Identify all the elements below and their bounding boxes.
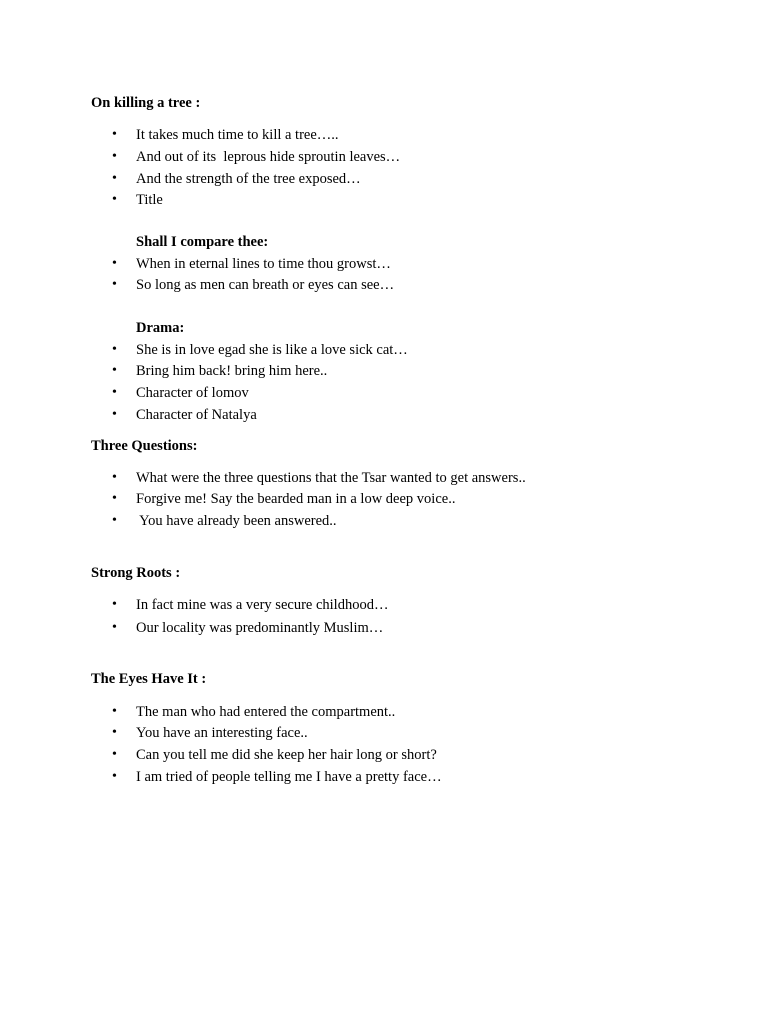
list-item-text: Title xyxy=(136,192,163,208)
list-item xyxy=(112,363,328,385)
bullet-icon: • xyxy=(112,769,117,784)
list-item-text: Forgive me! Say the bearded man in a low deep voice.. xyxy=(136,491,456,507)
bullet-icon: • xyxy=(112,149,117,164)
list-item xyxy=(112,407,257,429)
list-item xyxy=(112,491,456,513)
list-item-text: The man who had entered the compartment.. xyxy=(136,704,396,720)
list-item xyxy=(112,171,361,193)
list-item xyxy=(112,725,308,747)
list-item xyxy=(112,192,163,214)
bullet-icon: • xyxy=(112,363,117,378)
list-item-text: So long as men can breath or eyes can see… xyxy=(136,277,395,293)
bullet-icon: • xyxy=(112,385,117,400)
list-item-text: It takes much time to kill a tree….. xyxy=(136,127,339,143)
list-item-text: Bring him back! bring him here.. xyxy=(136,363,328,379)
bullet-icon: • xyxy=(112,127,117,142)
list-item xyxy=(112,747,437,769)
bullet-icon: • xyxy=(112,725,117,740)
bullet-icon: • xyxy=(112,277,117,292)
bullet-icon: • xyxy=(112,620,117,635)
list-item xyxy=(112,256,391,278)
list-item-text: You have an interesting face.. xyxy=(136,725,308,741)
bullet-icon: • xyxy=(112,407,117,422)
list-item-text: In fact mine was a very secure childhood… xyxy=(136,597,389,613)
bullet-icon: • xyxy=(112,597,117,612)
bullet-icon: • xyxy=(112,256,117,271)
section-heading-three-questions: Three Questions: xyxy=(91,438,198,454)
list-item-text: You have already been answered.. xyxy=(136,513,337,529)
list-item-text: Character of Natalya xyxy=(136,407,257,423)
list-item-text: Our locality was predominantly Muslim… xyxy=(136,620,384,636)
list-item xyxy=(112,597,389,619)
bullet-icon: • xyxy=(112,470,117,485)
list-item xyxy=(112,277,395,299)
bullet-icon: • xyxy=(112,747,117,762)
list-item xyxy=(112,127,339,149)
list-item-text: Character of lomov xyxy=(136,385,249,401)
list-item-text: She is in love egad she is like a love sick cat… xyxy=(136,342,408,358)
list-item-text: I am tried of people telling me I have a pretty face… xyxy=(136,769,442,785)
list-item-text: And the strength of the tree exposed… xyxy=(136,171,361,187)
list-item xyxy=(112,470,526,492)
section-heading-compare-thee: Shall I compare thee: xyxy=(136,234,269,250)
bullet-icon: • xyxy=(112,342,117,357)
list-item-text: And out of its leprous hide sproutin leaves… xyxy=(136,149,401,165)
list-item xyxy=(112,620,384,642)
list-item xyxy=(112,149,401,171)
section-heading-drama: Drama: xyxy=(136,320,185,336)
list-item xyxy=(112,704,396,726)
section-heading-killing-tree: On killing a tree : xyxy=(91,95,201,111)
bullet-icon: • xyxy=(112,491,117,506)
bullet-icon: • xyxy=(112,171,117,186)
bullet-icon: • xyxy=(112,513,117,528)
list-item xyxy=(112,769,442,791)
bullet-icon: • xyxy=(112,704,117,719)
list-item-text: What were the three questions that the Tsar wanted to get answers.. xyxy=(136,470,526,486)
list-item xyxy=(112,342,408,364)
list-item-text: Can you tell me did she keep her hair long or short? xyxy=(136,747,437,763)
list-item xyxy=(112,385,249,407)
list-item-text: When in eternal lines to time thou growst… xyxy=(136,256,391,272)
list-item xyxy=(112,513,337,535)
bullet-icon: • xyxy=(112,192,117,207)
section-heading-eyes-have-it: The Eyes Have It : xyxy=(91,671,207,687)
section-heading-strong-roots: Strong Roots : xyxy=(91,565,181,581)
